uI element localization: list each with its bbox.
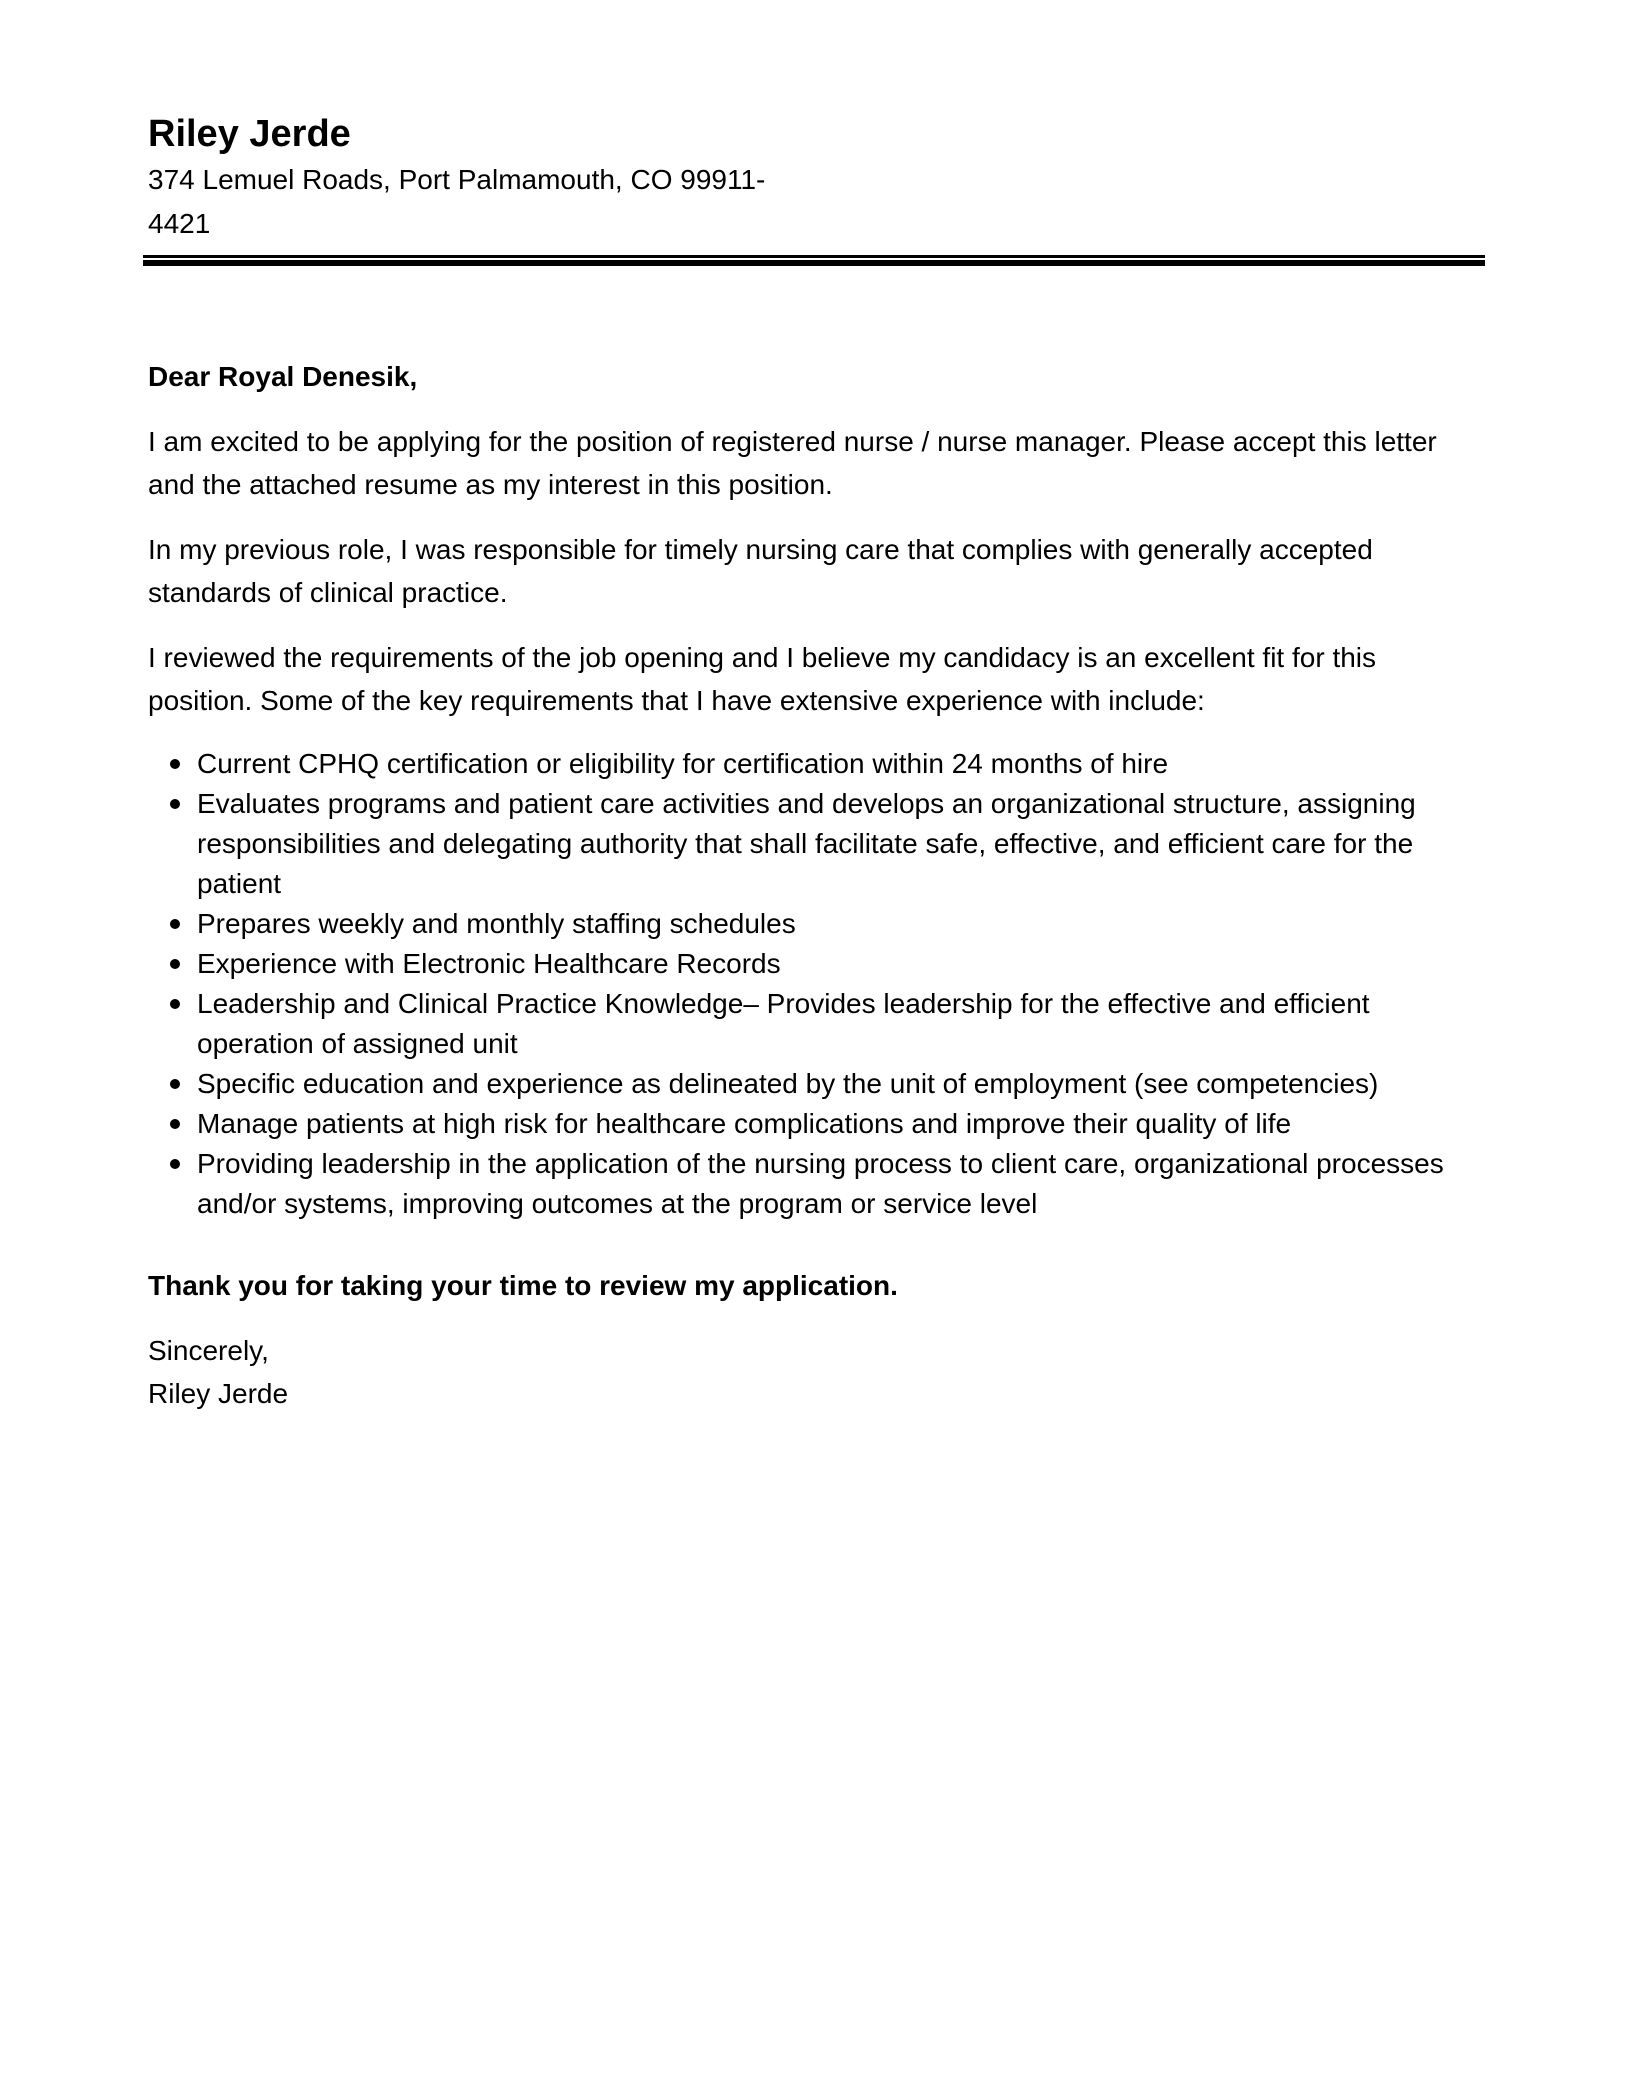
closing: Sincerely, [148, 1335, 269, 1366]
letter-body [148, 355, 1468, 1415]
bullet-icon [170, 959, 180, 969]
list-item-text: Experience with Electronic Healthcare Records [197, 948, 781, 979]
list-item-text: Prepares weekly and monthly staffing schedules [197, 908, 796, 939]
requirements-list [148, 744, 1468, 1224]
list-item-text: Specific education and experience as delineated by the unit of employment (see competencies) [197, 1068, 1379, 1099]
paragraph-intro: I am excited to be applying for the position of registered nurse / nurse manager. Please accept this letter and the attached resume as my interest in this position. [148, 426, 1437, 500]
header-divider-thick [143, 260, 1485, 266]
list-item [148, 784, 1468, 904]
list-item [148, 1064, 1468, 1104]
list-item [148, 944, 1468, 984]
header-divider-thin [143, 255, 1485, 258]
bullet-icon [170, 919, 180, 929]
paragraph-previous-role: In my previous role, I was responsible for timely nursing care that complies with generally accepted standards of clinical practice. [148, 534, 1373, 608]
list-item [148, 744, 1468, 784]
bullet-icon [170, 1119, 180, 1129]
bullet-icon [170, 759, 180, 769]
list-item [148, 904, 1468, 944]
paragraph-requirements-intro: I reviewed the requirements of the job opening and I believe my candidacy is an excellent fit for this position. Some of the key requirements that I have extensive experience with include: [148, 642, 1377, 716]
signature-name: Riley Jerde [148, 1378, 289, 1409]
list-item [148, 1144, 1468, 1224]
bullet-icon [170, 799, 180, 809]
bullet-icon [170, 1159, 180, 1169]
list-item-text: Current CPHQ certification or eligibility for certification within 24 months of hire [197, 748, 1169, 779]
list-item [148, 984, 1468, 1064]
list-item-text: Evaluates programs and patient care activities and develops an organizational structure, assigning responsibilities and delegating authority that shall facilitate safe, effective, and efficient care for the patient [197, 788, 1416, 899]
letter-header [148, 110, 1488, 246]
list-item-text: Providing leadership in the application of the nursing process to client care, organizational processes and/or systems, improving outcomes at the program or service level [197, 1148, 1444, 1219]
sender-address: 374 Lemuel Roads, Port Palmamouth, CO 99911-4421 [148, 164, 766, 239]
salutation: Dear Royal Denesik, [148, 361, 418, 392]
thank-you-line: Thank you for taking your time to review my application. [148, 1270, 898, 1301]
sender-name: Riley Jerde [148, 113, 351, 155]
list-item-text: Manage patients at high risk for healthcare complications and improve their quality of life [197, 1108, 1292, 1139]
bullet-icon [170, 999, 180, 1009]
list-item [148, 1104, 1468, 1144]
list-item-text: Leadership and Clinical Practice Knowledge– Provides leadership for the effective and efficient operation of assigned unit [197, 988, 1370, 1059]
bullet-icon [170, 1079, 180, 1089]
